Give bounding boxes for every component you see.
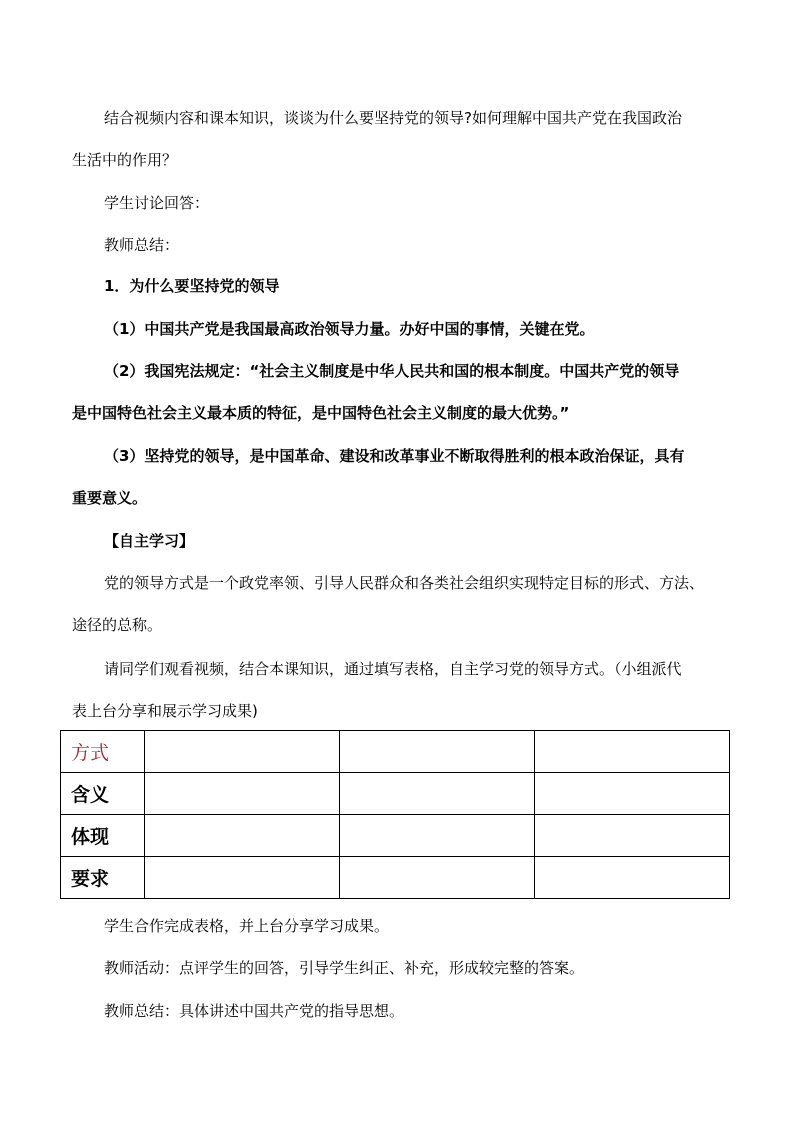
after-table-text1: 学生合作完成表格，并上台分享学习成果。 bbox=[104, 917, 390, 935]
row-header-meaning: 含义 bbox=[61, 773, 145, 815]
instruction-line2: 表上台分享和展示学习成果) bbox=[72, 702, 258, 720]
row-header-method: 方式 bbox=[61, 731, 145, 773]
definition-line2: 途径的总称。 bbox=[72, 616, 163, 634]
table-cell[interactable] bbox=[145, 773, 340, 815]
table-cell[interactable] bbox=[340, 773, 535, 815]
point1-item3-line2: 重要意义。 bbox=[72, 489, 148, 507]
table-cell[interactable] bbox=[340, 857, 535, 899]
question-text-line2: 生活中的作用？ bbox=[72, 151, 178, 169]
table-cell[interactable] bbox=[535, 773, 730, 815]
table-cell[interactable] bbox=[535, 815, 730, 857]
student-discuss-label: 学生讨论回答： bbox=[104, 194, 210, 212]
question-text-line1: 结合视频内容和课本知识，谈谈为什么要坚持党的领导?如何理解中国共产党在我国政治 bbox=[104, 109, 682, 127]
point1-title: 1．为什么要坚持党的领导 bbox=[104, 277, 280, 295]
table-cell[interactable] bbox=[145, 731, 340, 773]
table-cell[interactable] bbox=[535, 731, 730, 773]
point1-item1: （1）中国共产党是我国最高政治领导力量。办好中国的事情，关键在党。 bbox=[104, 320, 595, 338]
teacher-summary-label: 教师总结： bbox=[104, 236, 180, 254]
definition-line1: 党的领导方式是一个政党率领、引导人民群众和各类社会组织实现特定目标的形式、方法、 bbox=[104, 574, 705, 592]
point1-item2-line1: （2）我国宪法规定：“社会主义制度是中华人民共和国的根本制度。中国共产党的领导 bbox=[104, 362, 680, 380]
table-row bbox=[61, 731, 730, 773]
table-row bbox=[61, 857, 730, 899]
point1-item2-line2: 是中国特色社会主义最本质的特征，是中国特色社会主义制度的最大优势。” bbox=[72, 404, 570, 422]
row-header-requirement: 要求 bbox=[61, 857, 145, 899]
instruction-line1: 请同学们观看视频，结合本课知识，通过填写表格，自主学习党的领导方式。（小组派代 bbox=[104, 660, 682, 678]
table-cell[interactable] bbox=[145, 857, 340, 899]
after-table-text2: 教师活动：点评学生的回答，引导学生纠正、补充，形成较完整的答案。 bbox=[104, 959, 585, 977]
table-cell[interactable] bbox=[340, 731, 535, 773]
row-header-embodiment: 体现 bbox=[61, 815, 145, 857]
table-cell[interactable] bbox=[340, 815, 535, 857]
self-study-heading: 【自主学习】 bbox=[104, 532, 195, 550]
after-table-text3: 教师总结：具体讲述中国共产党的指导思想。 bbox=[104, 1002, 405, 1020]
table-cell[interactable] bbox=[145, 815, 340, 857]
table-row bbox=[61, 815, 730, 857]
point1-item3-line1: （3）坚持党的领导，是中国革命、建设和改革事业不断取得胜利的根本政治保证，具有 bbox=[104, 447, 685, 465]
table-cell[interactable] bbox=[535, 857, 730, 899]
self-study-table bbox=[60, 730, 730, 899]
table-row bbox=[61, 773, 730, 815]
